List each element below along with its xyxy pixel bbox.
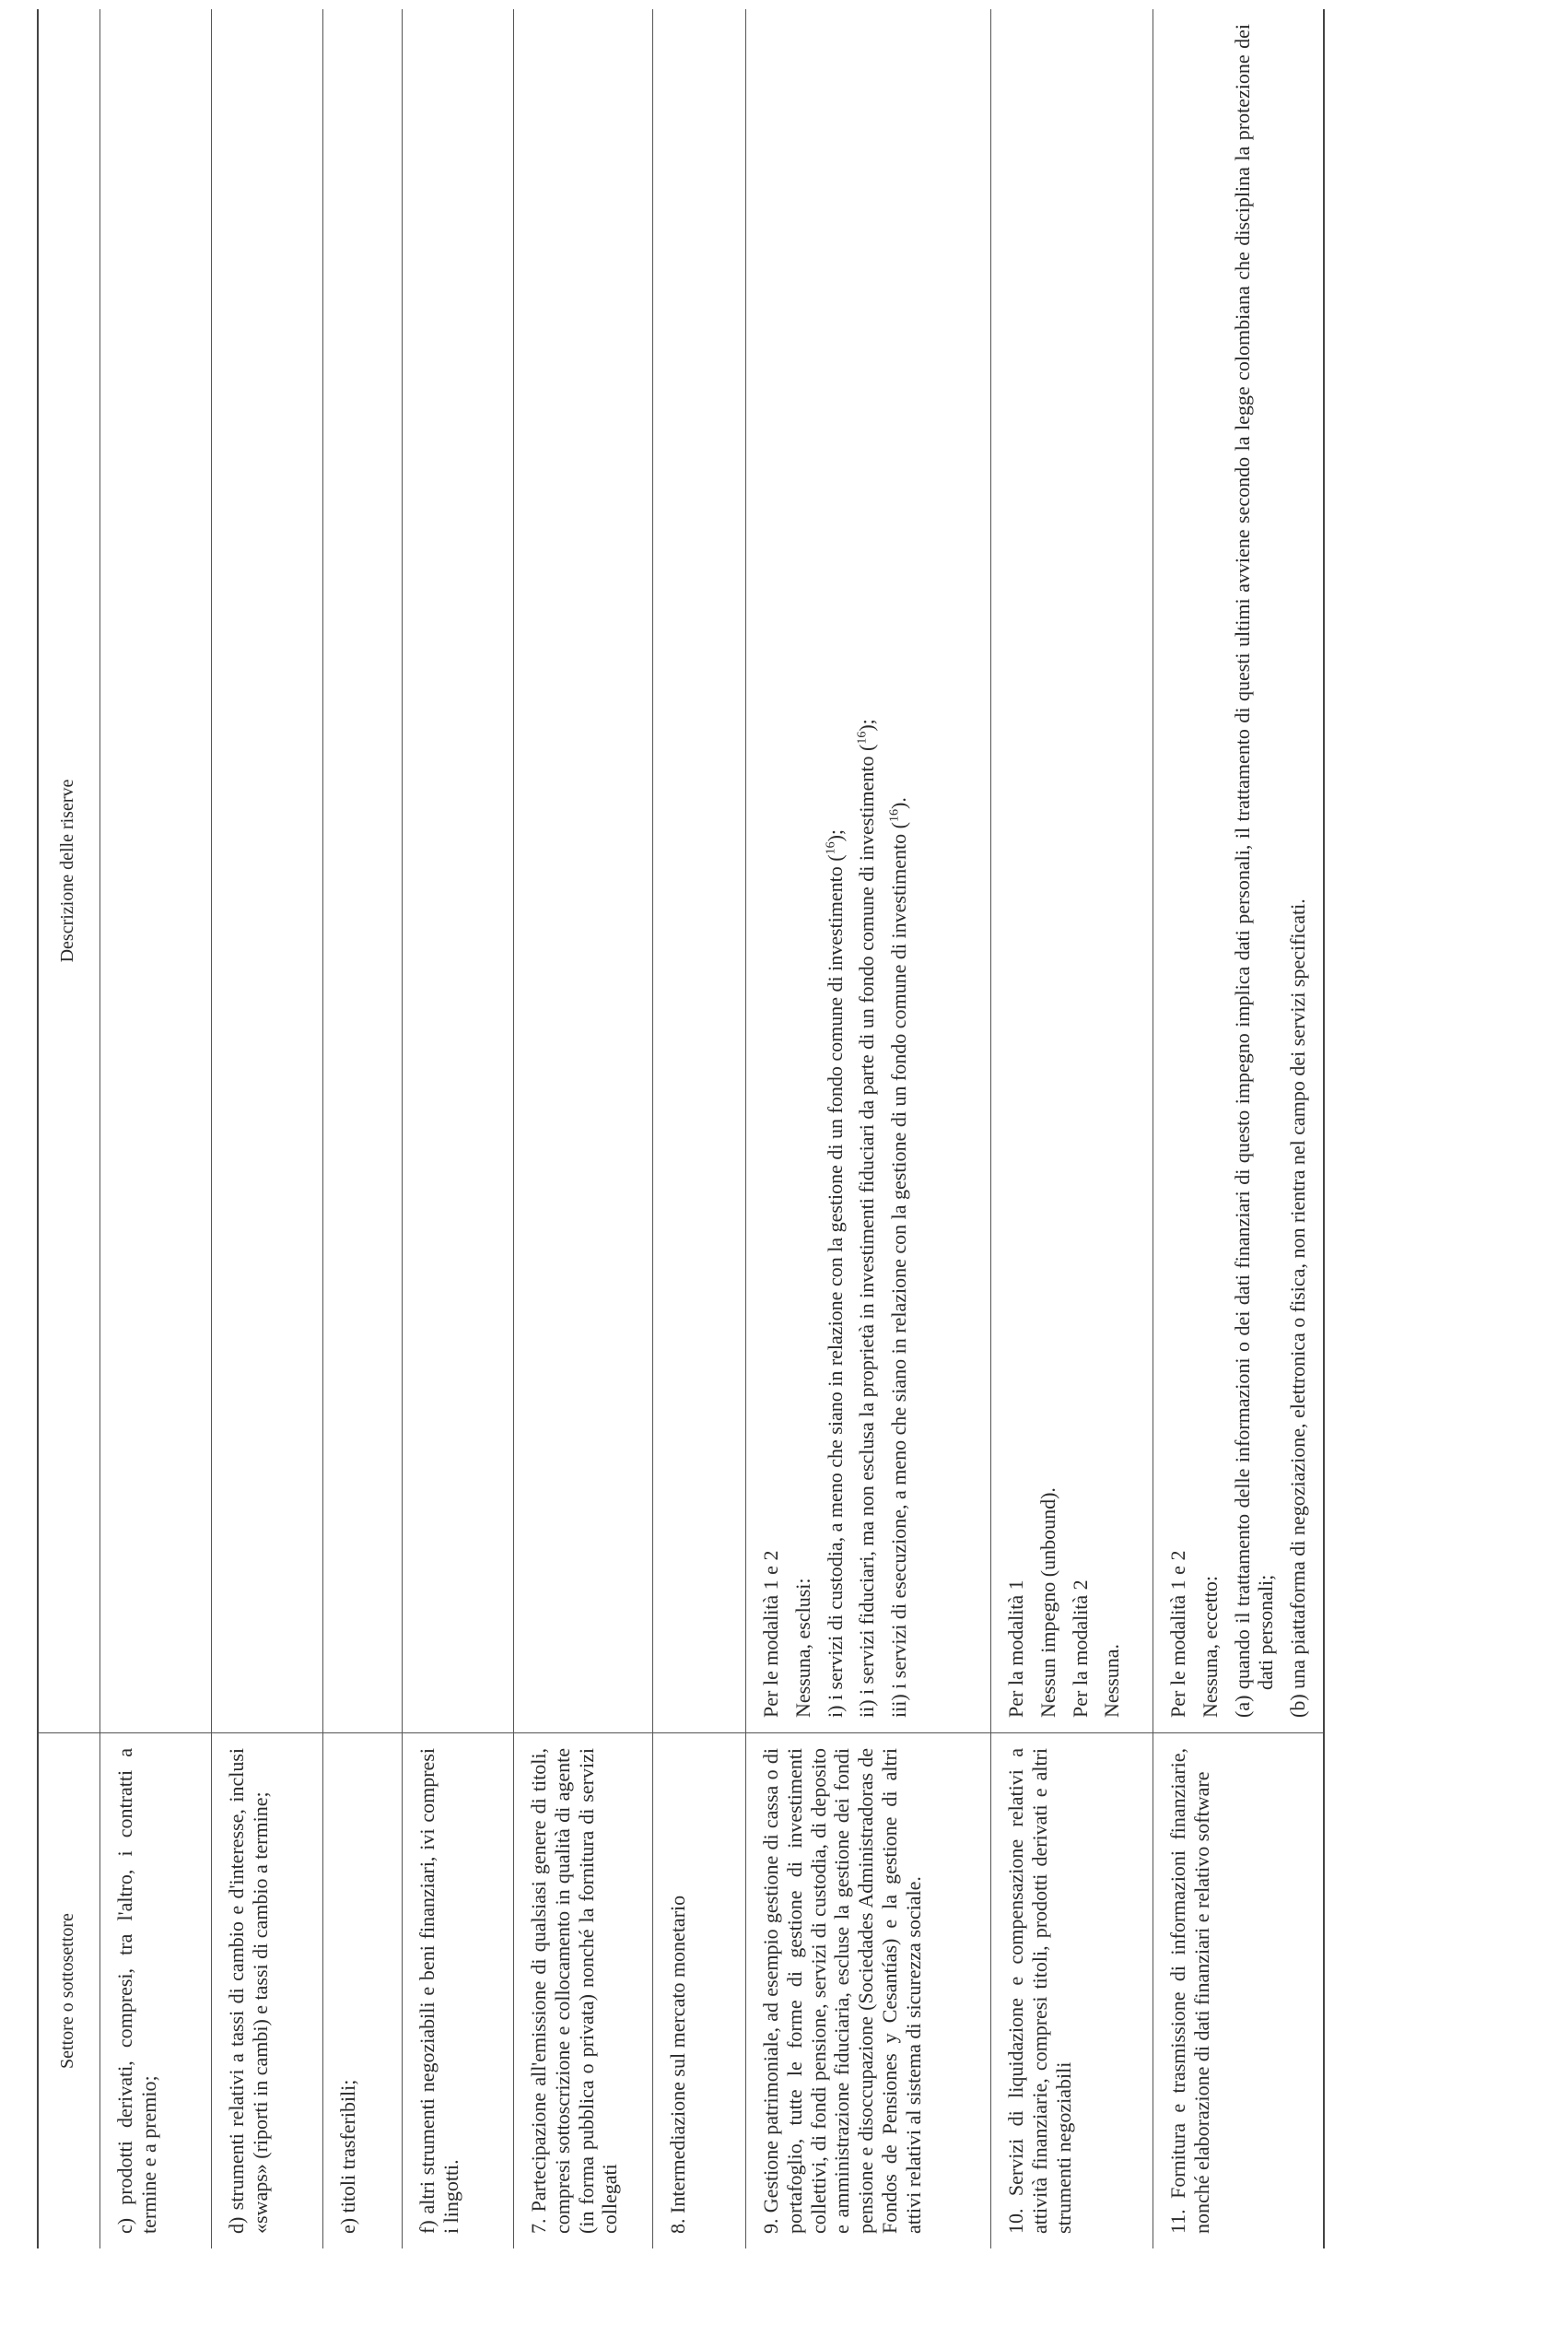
- description-paragraph: Per le modalità 1 e 2: [1165, 1550, 1189, 1718]
- description-paragraph: i) i servizi di custodia, a meno che siano in relazione con la gestione di un fondo comune di investimento ($^{16}$);: [823, 828, 847, 1718]
- table-row: [403, 9, 514, 2248]
- table-header-row: [39, 9, 100, 2248]
- description-paragraph: Nessun impegno (unbound).: [1036, 1487, 1059, 1718]
- table-row: [746, 9, 991, 2248]
- description-cell: [991, 9, 1153, 1732]
- table-row: [1153, 9, 1324, 2248]
- table-row: [323, 9, 403, 2248]
- description-cell: [212, 9, 322, 1732]
- sector-cell: 10. Servizi di liquidazione e compensazione relativi a attività finanziarie, compresi titoli, prodotti derivati e altri strumenti negoziabili: [991, 1732, 1153, 2248]
- header-sector: Settore o sottosettore: [39, 1732, 99, 2248]
- table-row: [212, 9, 323, 2248]
- table-row: [514, 9, 653, 2248]
- table-row: [991, 9, 1153, 2248]
- sector-cell: d) strumenti relativi a tassi di cambio e d'interesse, inclusi «swaps» (riporti in cambi) e tassi di cambio a termine;: [212, 1732, 322, 2248]
- reservations-table: [37, 9, 1325, 2248]
- description-paragraph: Per la modalità 1: [1003, 1579, 1027, 1718]
- description-paragraph: iii) i servizi di esecuzione, a meno che siano in relazione con la gestione di un fondo comune di investimento ($^{16}$).: [887, 797, 911, 1718]
- table-row: [100, 9, 212, 2248]
- description-paragraph: Per la modalità 2: [1068, 1579, 1092, 1718]
- sector-cell: 8. Intermediazione sul mercato monetario: [653, 1732, 745, 2248]
- sector-cell: c) prodotti derivati, compresi, tra l'altro, i contratti a termine e a premio;: [100, 1732, 211, 2248]
- sector-cell: 11. Fornitura e trasmissione di informazioni finanziarie, nonché elaborazione di dati finanziari e relativo software: [1153, 1732, 1324, 2248]
- description-paragraph: Nessuna.: [1100, 1643, 1124, 1718]
- description-cell: [1153, 9, 1324, 1732]
- description-cell: [323, 9, 402, 1732]
- description-cell: [746, 9, 990, 1732]
- description-cell: [100, 9, 211, 1732]
- description-paragraph: (a) quando il trattamento delle informazioni o dei dati finanziari di questo impegno implica dati personali, il trattamento di questi ultimi avviene secondo la legge colombiana che disciplina la protezione dei dati personali;: [1230, 24, 1278, 1718]
- sector-cell: f) altri strumenti negoziabili e beni finanziari, ivi compresi i lingotti.: [403, 1732, 513, 2248]
- sector-cell: e) titoli trasferibili;: [323, 1732, 402, 2248]
- table-body: [100, 9, 1324, 2248]
- description-cell: [514, 9, 652, 1732]
- sector-cell: 7. Partecipazione all'emissione di qualsiasi genere di titoli, compresi sottoscrizione e collocamento in qualità di agente (in forma pubblica o privata) nonché la fornitura di servizi collegati: [514, 1732, 652, 2248]
- description-cell: [403, 9, 513, 1732]
- header-description: Descrizione delle riserve: [57, 779, 77, 963]
- sector-cell: 9. Gestione patrimoniale, ad esempio gestione di cassa o di portafoglio, tutte le forme di gestione di investimenti collettivi, di fondi pensione, servizi di custodia, di deposito e amministrazione fiduciaria, escluse la gestione dei fondi pensione e disoccupazione (Sociedades Administradoras de Fondos de Pensiones y Cesantías) e la gestione di altri attivi relativi al sistema di sicurezza sociale.: [746, 1732, 990, 2248]
- description-paragraph: Nessuna, esclusi:: [790, 1578, 814, 1718]
- description-cell: [653, 9, 745, 1732]
- description-paragraph: (b) una piattaforma di negoziazione, elettronica o fisica, non rientra nel campo dei servizi specificati.: [1286, 898, 1310, 1718]
- description-paragraph: Per le modalità 1 e 2: [758, 1550, 782, 1718]
- description-paragraph: Nessuna, eccetto:: [1198, 1576, 1222, 1718]
- description-paragraph: ii) i servizi fiduciari, ma non esclusa la proprietà in investimenti fiduciari da parte di un fondo comune di investimento ($^{16}$);: [855, 719, 879, 1718]
- table-row: [653, 9, 746, 2248]
